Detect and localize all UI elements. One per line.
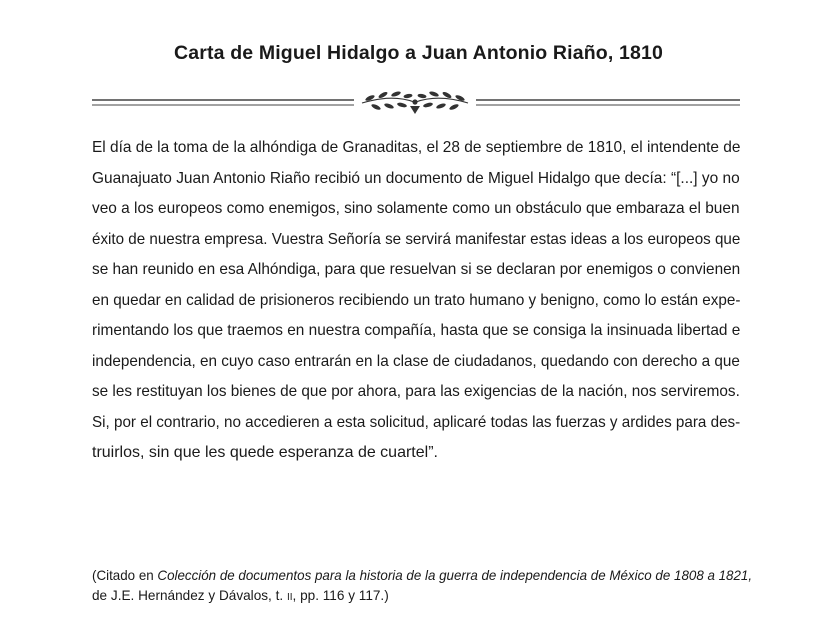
laurel-branch-ornament-icon: [92, 84, 740, 120]
body-line: se les restituyan los bienes de que por ahora, para las exigencias de la nación, nos serviremos.: [92, 383, 740, 400]
page-title: Carta de Miguel Hidalgo a Juan Antonio Riaño, 1810: [174, 42, 663, 64]
body-line: Si, por el contrario, no accedieren a esta solicitud, aplicaré todas las fuerzas y ardides para des-: [92, 413, 741, 431]
body-line: truirlos, sin que les quede esperanza de cuartel”.: [92, 444, 438, 461]
letter-body: [92, 133, 740, 469]
citation-line-1: [92, 566, 752, 586]
body-line: se han reunido en esa Alhóndiga, para que resuelvan si se declaran por enemigos o convienen: [92, 261, 741, 278]
citation-author: de J.E. Hernández y Dávalos, t.: [92, 588, 287, 603]
citation: [92, 566, 752, 608]
citation-line-2: [92, 586, 752, 608]
body-line: Guanajuato Juan Antonio Riaño recibió un documento de Miguel Hidalgo que decía: “[...] yo no: [92, 169, 740, 187]
body-line: El día de la toma de la alhóndiga de Granaditas, el 28 de septiembre de 1810, el intendente de: [92, 139, 741, 156]
body-line: en quedar en calidad de prisioneros recibiendo un trato humano y benigno, como lo están expe-: [92, 291, 741, 309]
body-line: éxito de nuestra empresa. Vuestra Señoría se servirá manifestar estas ideas a los europeos que: [92, 230, 741, 248]
citation-prefix: (Citado en: [92, 568, 158, 583]
citation-volume: II: [286, 592, 293, 603]
citation-work-title: Colección de documentos para la historia de la guerra de independencia de México de 1808 a 1821,: [157, 568, 753, 583]
citation-pages: , pp. 116 y 117.): [292, 588, 389, 603]
body-line: rimentando los que traemos en nuestra compañía, hasta que se consiga la insinuada libertad e: [92, 322, 741, 339]
body-line: veo a los europeos como enemigos, sino solamente como un obstáculo que embaraza el buen: [92, 200, 740, 217]
body-line: independencia, en cuyo caso entrarán en la clase de ciudadanos, quedando con derecho a que: [92, 352, 740, 370]
